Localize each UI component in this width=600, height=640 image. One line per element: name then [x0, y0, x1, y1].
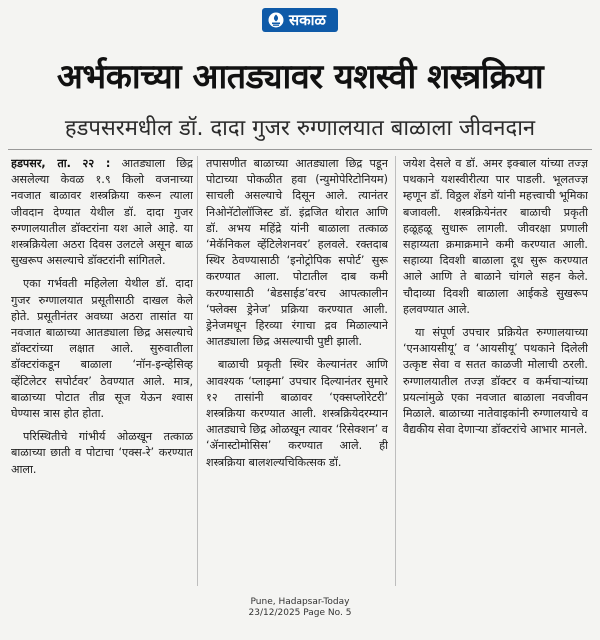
- article-column-1: [11, 156, 193, 586]
- article-paragraph: [11, 156, 193, 269]
- masthead: [0, 8, 600, 32]
- column-divider: [395, 156, 396, 586]
- edition-footer: [0, 597, 600, 619]
- article-paragraph: बाळाची प्रकृती स्थिर केल्यानंतर आणि आवश्यक ‘प्लाझ्मा’ उपचार दिल्यानंतर सुमारे १२ तासांनी बाळावर ‘एक्सप्लोरेटरी’ शस्त्रक्रिया करण्यात आली. शस्त्रक्रियेदरम्यान आतड्याचे छिद्र ओळखून त्यावर ‘रिसेक्शन’ व ‘ॲनास्टोमोसिस’ करण्यात आले. ही शस्त्रक्रिया बालशल्यचिकित्सक डॉ.: [206, 358, 388, 469]
- subheadline: हडपसरमधील डॉ. दादा गुजर रुग्णालयात बाळाला जीवनदान: [64, 116, 536, 141]
- headline: अर्भकाच्या आतड्यावर यशस्वी शस्त्रक्रिया: [56, 57, 544, 97]
- column-divider: [197, 156, 198, 586]
- article-column-3: [403, 156, 588, 586]
- sakal-emblem-icon: [268, 12, 284, 28]
- article-paragraph: या संपूर्ण उपचार प्रक्रियेत रुग्णालयाच्या ‘एनआयसीयू’ व ‘आयसीयू’ पथकाने दिलेली उत्कृष्ट सेवा व सतत काळजी मोलाची ठरली. रुग्णालयातील तज्ज्ञ डॉक्टर व कर्मचाऱ्यांच्या प्रयत्नांमुळे एका नवजात बाळाला नवजीवन मिळाले. बाळाच्या नातेवाइकांनी रुग्णालयाचे व वैद्यकीय सेवा देणाऱ्या डॉक्टरांचे आभार मानले.: [403, 326, 588, 437]
- article-paragraph: जयेश देसले व डॉ. अमर इक्बाल यांच्या तज्ज्ञ पथकाने यशस्वीरीत्या पार पाडली. भूलतज्ज्ञ म्हणून डॉ. विठ्ठल शेंडगे यांनी महत्त्वाची भूमिका बजावली. शस्त्रक्रियेनंतर बाळाची प्रकृती हळूहळू सुधारू लागली. जीवरक्षा प्रणाली सहाय्यता क्रमाक्रमाने कमी करण्यात आली. सहाव्या दिवशी बाळाला दूध सुरू करण्यात आले आणि ते बाळाने चांगले सहन केले. चौदाव्या दिवशी बाळाला आईकडे सुखरूप हलवण्यात आले.: [403, 157, 588, 316]
- date-page-label: 23/12/2025 Page No. 5: [248, 608, 352, 618]
- article-paragraph: परिस्थितीचे गांभीर्य ओळखून तत्काळ बाळाच्या छाती व पोटाचा ‘एक्स-रे’ करण्यात आला.: [11, 430, 193, 476]
- article-paragraph: एका गर्भवती महिलेला येथील डॉ. दादा गुजर रुग्णालयात प्रसूतीसाठी दाखल केले होते. प्रसूतीनंतर अवघ्या अठरा तासांत या नवजात बाळाच्या आतड्याला छिद्र असल्याचे डॉक्टरांच्या लक्षात आले. सुरुवातीला डॉक्टरांकडून बाळाला ‘नॉन-इन्व्हेसिव्ह व्हेंटिलेटर सपोर्टवर’ ठेवण्यात आले. मात्र, बाळाच्या पोटात तीव्र सूज येऊन श्वास घेण्यास त्रास होत होता.: [11, 277, 193, 421]
- header-rule: [8, 149, 592, 150]
- dateline: हडपसर, ता. २२ :: [11, 157, 111, 170]
- edition-label: Pune, Hadapsar-Today: [250, 597, 350, 607]
- article-column-2: [206, 156, 388, 586]
- article-paragraph: तपासणीत बाळाच्या आतड्याला छिद्र पडून पोटाच्या पोकळीत हवा (न्युमोपेरिटोनियम) साचली असल्याचे दिसून आले. त्यानंतर निओनॅटोलॉजिस्ट डॉ. इंद्रजित थोरात आणि डॉ. अभय महिंद्रे यांनी बाळाला तत्काळ ‘मेकॅनिकल व्हेंटिलेशनवर’ हलवले. रक्तदाब स्थिर ठेवण्यासाठी ‘इनोट्रोपिक सपोर्ट’ सुरू करण्यात आला. पोटातील दाब कमी करण्यासाठी ‘बेडसाईड’वरच आपत्कालीन ‘फ्लेक्स ड्रेनेज’ प्रक्रिया करण्यात आली. ड्रेनेजमधून हिरव्या रंगाचा द्रव मिळाल्याने आतड्याला छिद्र असल्याची पुष्टी झाली.: [206, 157, 388, 349]
- sakal-logo: [262, 8, 338, 32]
- logo-text: सकाळ: [289, 11, 326, 29]
- paragraph-text: आतड्याला छिद्र असलेल्या केवळ १.९ किलो वजनाच्या नवजात बाळावर शस्त्रक्रिया करून त्याला जीवदान देण्यात येथील डॉ. दादा गुजर रुग्णालयातील डॉक्टरांना यश आले आहे. या शस्त्रक्रियेला अठरा दिवस उलटले असून बाळ सुखरूप असल्याचे डॉक्टरांनी सांगितले.: [11, 157, 193, 268]
